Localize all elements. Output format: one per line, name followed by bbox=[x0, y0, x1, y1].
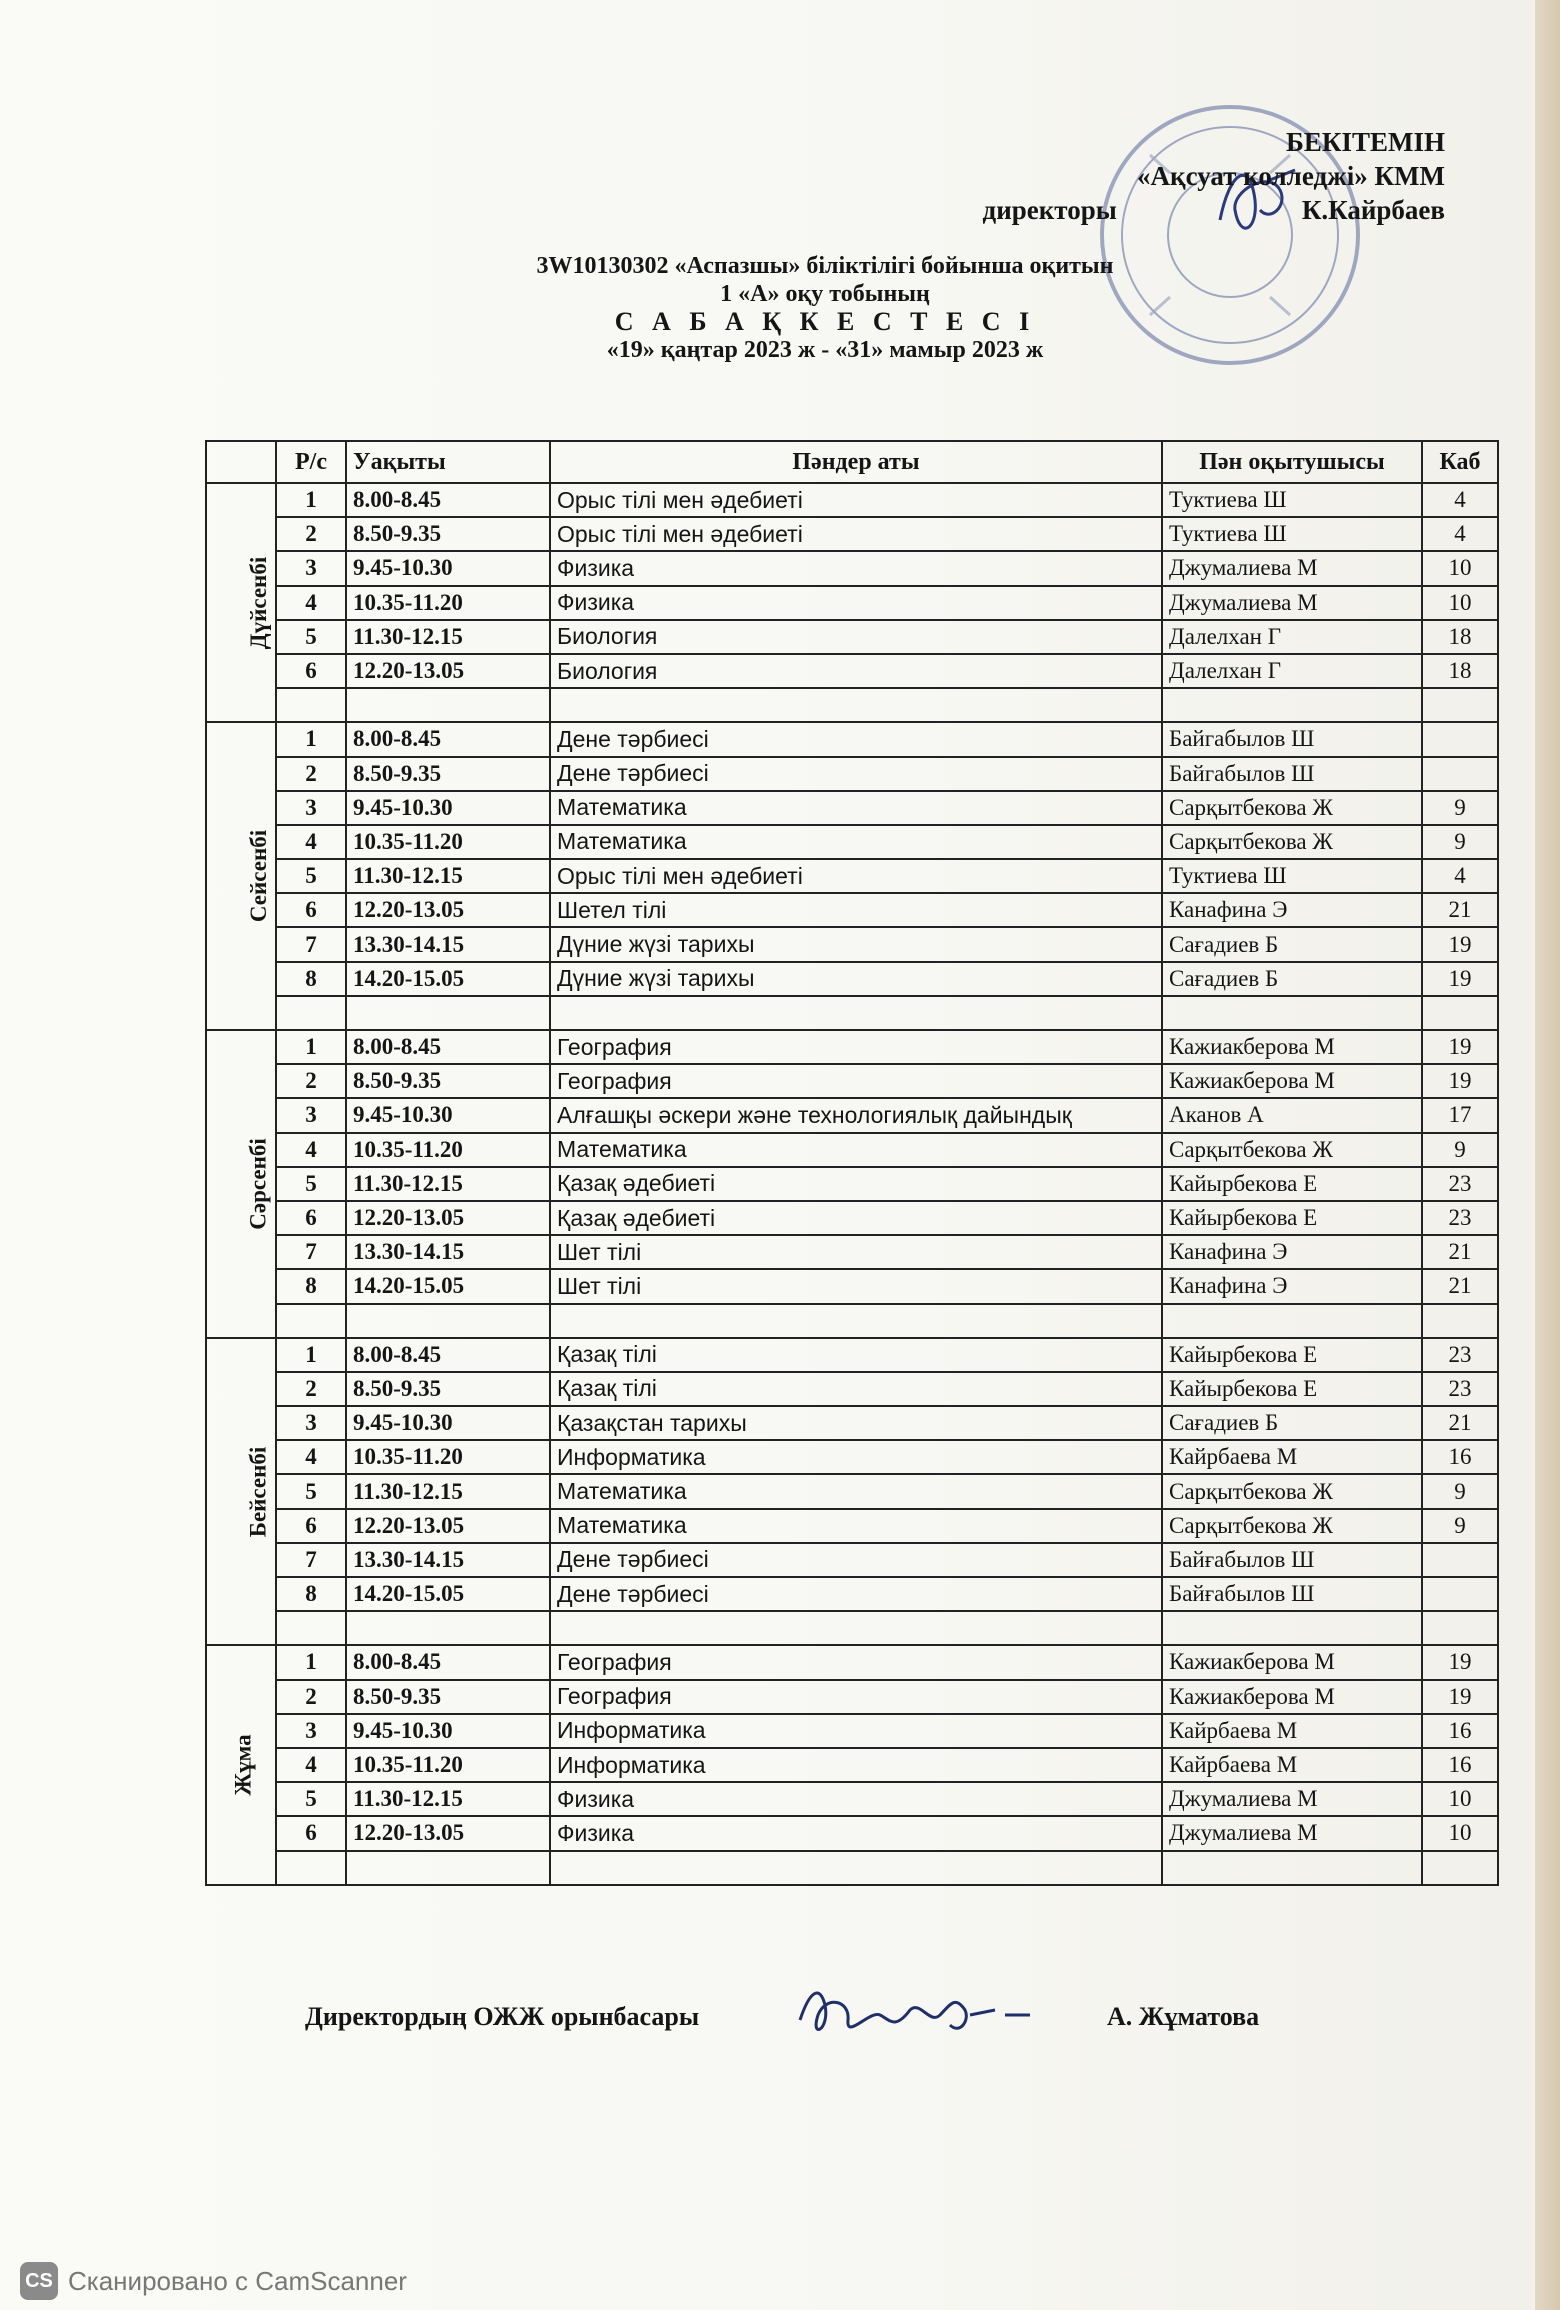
lesson-room: 23 bbox=[1422, 1338, 1498, 1372]
header-time: Уақыты bbox=[346, 441, 550, 483]
lesson-number: 6 bbox=[276, 1509, 346, 1543]
lesson-number: 8 bbox=[276, 1269, 346, 1303]
lesson-subject: Қазақстан тарихы bbox=[550, 1406, 1162, 1440]
lesson-teacher: Байғабылов Ш bbox=[1162, 1577, 1422, 1611]
table-row bbox=[206, 1509, 1498, 1543]
table-row bbox=[206, 1167, 1498, 1201]
table-row bbox=[206, 1680, 1498, 1714]
lesson-teacher: Сағадиев Б bbox=[1162, 1406, 1422, 1440]
blank-row bbox=[206, 1611, 1498, 1645]
lesson-time: 10.35-11.20 bbox=[346, 1133, 550, 1167]
lesson-teacher: Сағадиев Б bbox=[1162, 927, 1422, 961]
lesson-teacher: Сарқытбекова Ж bbox=[1162, 825, 1422, 859]
table-row bbox=[206, 1782, 1498, 1816]
lesson-time: 10.35-11.20 bbox=[346, 1440, 550, 1474]
table-row bbox=[206, 1816, 1498, 1850]
table-row bbox=[206, 586, 1498, 620]
lesson-room: 9 bbox=[1422, 791, 1498, 825]
lesson-subject: Қазақ әдебиеті bbox=[550, 1167, 1162, 1201]
empty-cell bbox=[550, 1611, 1162, 1645]
lesson-room: 19 bbox=[1422, 927, 1498, 961]
lesson-room: 21 bbox=[1422, 1406, 1498, 1440]
lesson-number: 6 bbox=[276, 654, 346, 688]
lesson-subject: Информатика bbox=[550, 1440, 1162, 1474]
lesson-time: 9.45-10.30 bbox=[346, 551, 550, 585]
lesson-time: 9.45-10.30 bbox=[346, 1714, 550, 1748]
lesson-number: 7 bbox=[276, 927, 346, 961]
lesson-teacher: Байгабылов Ш bbox=[1162, 722, 1422, 756]
lesson-subject: Биология bbox=[550, 620, 1162, 654]
lesson-subject: Дене тәрбиесі bbox=[550, 722, 1162, 756]
lesson-subject: Дүние жүзі тарихы bbox=[550, 962, 1162, 996]
lesson-time: 13.30-14.15 bbox=[346, 927, 550, 961]
lesson-number: 6 bbox=[276, 893, 346, 927]
header-room: Каб bbox=[1422, 441, 1498, 483]
lesson-subject: География bbox=[550, 1645, 1162, 1679]
lesson-number: 4 bbox=[276, 1133, 346, 1167]
lesson-time: 8.00-8.45 bbox=[346, 483, 550, 517]
lesson-subject: Шет тілі bbox=[550, 1269, 1162, 1303]
lesson-number: 1 bbox=[276, 1645, 346, 1679]
lesson-room: 10 bbox=[1422, 551, 1498, 585]
empty-cell bbox=[1162, 1304, 1422, 1338]
blank-row bbox=[206, 688, 1498, 722]
lesson-room: 4 bbox=[1422, 517, 1498, 551]
lesson-time: 11.30-12.15 bbox=[346, 1167, 550, 1201]
table-header-row bbox=[206, 441, 1498, 483]
lesson-teacher: Сарқытбекова Ж bbox=[1162, 1474, 1422, 1508]
table-row bbox=[206, 654, 1498, 688]
lesson-room: 17 bbox=[1422, 1098, 1498, 1132]
blank-row bbox=[206, 996, 1498, 1030]
lesson-time: 8.50-9.35 bbox=[346, 1064, 550, 1098]
table-row bbox=[206, 1030, 1498, 1064]
lesson-room: 9 bbox=[1422, 1509, 1498, 1543]
lesson-subject: Физика bbox=[550, 586, 1162, 620]
lesson-number: 3 bbox=[276, 1714, 346, 1748]
lesson-number: 3 bbox=[276, 1098, 346, 1132]
day-name: Жұма bbox=[230, 1734, 256, 1796]
lesson-teacher: Сарқытбекова Ж bbox=[1162, 1509, 1422, 1543]
lesson-time: 13.30-14.15 bbox=[346, 1543, 550, 1577]
lesson-time: 8.00-8.45 bbox=[346, 1645, 550, 1679]
lesson-number: 2 bbox=[276, 1680, 346, 1714]
lesson-time: 8.50-9.35 bbox=[346, 1680, 550, 1714]
lesson-room: 19 bbox=[1422, 1680, 1498, 1714]
day-name: Сейсенбі bbox=[246, 830, 272, 923]
blank-row bbox=[206, 1851, 1498, 1886]
lesson-number: 4 bbox=[276, 825, 346, 859]
lesson-room: 16 bbox=[1422, 1714, 1498, 1748]
table-row bbox=[206, 517, 1498, 551]
lesson-number: 5 bbox=[276, 1474, 346, 1508]
empty-cell bbox=[1422, 996, 1498, 1030]
blank-row bbox=[206, 1304, 1498, 1338]
lesson-subject: Дүние жүзі тарихы bbox=[550, 927, 1162, 961]
table-row bbox=[206, 1064, 1498, 1098]
lesson-subject: Физика bbox=[550, 1816, 1162, 1850]
lesson-time: 8.00-8.45 bbox=[346, 722, 550, 756]
lesson-teacher: Байгабылов Ш bbox=[1162, 757, 1422, 791]
empty-cell bbox=[1422, 1611, 1498, 1645]
lesson-teacher: Кажиакберова М bbox=[1162, 1645, 1422, 1679]
empty-cell bbox=[1162, 996, 1422, 1030]
lesson-teacher: Сағадиев Б bbox=[1162, 962, 1422, 996]
approval-org: «Ақсуат колледжі» КММ bbox=[1137, 161, 1445, 191]
header-num: Р/с bbox=[276, 441, 346, 483]
table-row bbox=[206, 962, 1498, 996]
lesson-time: 12.20-13.05 bbox=[346, 654, 550, 688]
lesson-room: 9 bbox=[1422, 1133, 1498, 1167]
lesson-teacher: Далелхан Г bbox=[1162, 620, 1422, 654]
lesson-time: 12.20-13.05 bbox=[346, 1509, 550, 1543]
lesson-room: 4 bbox=[1422, 483, 1498, 517]
lesson-time: 12.20-13.05 bbox=[346, 1201, 550, 1235]
lesson-time: 11.30-12.15 bbox=[346, 620, 550, 654]
table-row bbox=[206, 1543, 1498, 1577]
lesson-number: 3 bbox=[276, 791, 346, 825]
lesson-time: 12.20-13.05 bbox=[346, 1816, 550, 1850]
table-row bbox=[206, 1748, 1498, 1782]
lesson-subject: Алғашқы әскери және технологиялық дайындық bbox=[550, 1098, 1162, 1132]
empty-cell bbox=[550, 688, 1162, 722]
empty-cell bbox=[276, 996, 346, 1030]
lesson-room: 23 bbox=[1422, 1372, 1498, 1406]
lesson-number: 2 bbox=[276, 757, 346, 791]
empty-cell bbox=[346, 1304, 550, 1338]
footer-name: А. Жұматова bbox=[1107, 2002, 1260, 2031]
table-row bbox=[206, 927, 1498, 961]
empty-cell bbox=[550, 1304, 1162, 1338]
lesson-teacher: Сарқытбекова Ж bbox=[1162, 791, 1422, 825]
lesson-subject: Қазақ тілі bbox=[550, 1338, 1162, 1372]
table-row bbox=[206, 1269, 1498, 1303]
page-edge bbox=[1535, 0, 1560, 2310]
lesson-teacher: Джумалиева М bbox=[1162, 551, 1422, 585]
lesson-number: 2 bbox=[276, 517, 346, 551]
lesson-time: 11.30-12.15 bbox=[346, 859, 550, 893]
lesson-subject: Биология bbox=[550, 654, 1162, 688]
table-row bbox=[206, 791, 1498, 825]
lesson-room: 9 bbox=[1422, 825, 1498, 859]
table-row bbox=[206, 551, 1498, 585]
lesson-subject: Математика bbox=[550, 1474, 1162, 1508]
empty-cell bbox=[550, 1851, 1162, 1886]
table-row bbox=[206, 1133, 1498, 1167]
lesson-time: 12.20-13.05 bbox=[346, 893, 550, 927]
lesson-teacher: Байғабылов Ш bbox=[1162, 1543, 1422, 1577]
lesson-time: 10.35-11.20 bbox=[346, 825, 550, 859]
table-row bbox=[206, 757, 1498, 791]
day-name: Бейсенбі bbox=[245, 1446, 271, 1537]
lesson-number: 5 bbox=[276, 1167, 346, 1201]
empty-cell bbox=[276, 1851, 346, 1886]
lesson-time: 14.20-15.05 bbox=[346, 1577, 550, 1611]
lesson-room: 18 bbox=[1422, 620, 1498, 654]
lesson-subject: Информатика bbox=[550, 1748, 1162, 1782]
lesson-subject: Шетел тілі bbox=[550, 893, 1162, 927]
empty-cell bbox=[276, 688, 346, 722]
table-row bbox=[206, 1201, 1498, 1235]
lesson-room: 19 bbox=[1422, 1645, 1498, 1679]
lesson-room: 16 bbox=[1422, 1748, 1498, 1782]
title-period: «19» қаңтар 2023 ж - «31» мамыр 2023 ж bbox=[606, 337, 1044, 363]
table-row bbox=[206, 1098, 1498, 1132]
lesson-number: 1 bbox=[276, 1338, 346, 1372]
footer-position: Директордың ОЖЖ орынбасары bbox=[305, 2002, 700, 2031]
lesson-subject: Информатика bbox=[550, 1714, 1162, 1748]
lesson-room: 10 bbox=[1422, 1782, 1498, 1816]
lesson-subject: Математика bbox=[550, 791, 1162, 825]
lesson-number: 7 bbox=[276, 1543, 346, 1577]
lesson-teacher: Канафина Э bbox=[1162, 893, 1422, 927]
lesson-room bbox=[1422, 1577, 1498, 1611]
table-row bbox=[206, 1714, 1498, 1748]
table-row bbox=[206, 1338, 1498, 1372]
lesson-time: 8.00-8.45 bbox=[346, 1030, 550, 1064]
title-group: 1 «А» оқу тобының bbox=[720, 281, 930, 307]
lesson-number: 3 bbox=[276, 1406, 346, 1440]
lesson-room bbox=[1422, 722, 1498, 756]
lesson-teacher: Джумалиева М bbox=[1162, 1816, 1422, 1850]
lesson-subject: Математика bbox=[550, 825, 1162, 859]
table-row bbox=[206, 1474, 1498, 1508]
empty-cell bbox=[346, 996, 550, 1030]
lesson-subject: Математика bbox=[550, 1133, 1162, 1167]
lesson-number: 4 bbox=[276, 586, 346, 620]
lesson-time: 8.00-8.45 bbox=[346, 1338, 550, 1372]
header-subject: Пәндер аты bbox=[550, 441, 1162, 483]
lesson-number: 5 bbox=[276, 620, 346, 654]
lesson-teacher: Канафина Э bbox=[1162, 1235, 1422, 1269]
lesson-room: 9 bbox=[1422, 1474, 1498, 1508]
camscanner-watermark bbox=[20, 2262, 407, 2300]
lesson-number: 1 bbox=[276, 722, 346, 756]
lesson-teacher: Кайрбаева М bbox=[1162, 1748, 1422, 1782]
title-qualification: 3W10130302 «Аспазшы» біліктілігі бойынша оқитын bbox=[536, 253, 1114, 279]
lesson-teacher: Кажиакберова М bbox=[1162, 1064, 1422, 1098]
lesson-subject: Дене тәрбиесі bbox=[550, 757, 1162, 791]
lesson-room: 21 bbox=[1422, 1269, 1498, 1303]
table-row bbox=[206, 1372, 1498, 1406]
lesson-subject: Шет тілі bbox=[550, 1235, 1162, 1269]
lesson-teacher: Туктиева Ш bbox=[1162, 483, 1422, 517]
lesson-time: 9.45-10.30 bbox=[346, 1098, 550, 1132]
lesson-subject: География bbox=[550, 1064, 1162, 1098]
lesson-room: 10 bbox=[1422, 586, 1498, 620]
lesson-teacher: Далелхан Г bbox=[1162, 654, 1422, 688]
empty-cell bbox=[1162, 1851, 1422, 1886]
table-row bbox=[206, 1406, 1498, 1440]
lesson-room: 21 bbox=[1422, 1235, 1498, 1269]
lesson-teacher: Канафина Э bbox=[1162, 1269, 1422, 1303]
lesson-subject: Математика bbox=[550, 1509, 1162, 1543]
lesson-teacher: Джумалиева М bbox=[1162, 1782, 1422, 1816]
day-name: Дүйсенбі bbox=[246, 556, 272, 649]
day-cell bbox=[206, 1030, 276, 1338]
empty-cell bbox=[1422, 1304, 1498, 1338]
table-row bbox=[206, 893, 1498, 927]
lesson-teacher: Туктиева Ш bbox=[1162, 859, 1422, 893]
lesson-subject: Физика bbox=[550, 1782, 1162, 1816]
camscanner-text: Сканировано с CamScanner bbox=[68, 2265, 407, 2296]
lesson-time: 10.35-11.20 bbox=[346, 1748, 550, 1782]
approval-director-prefix: директоры bbox=[982, 195, 1117, 225]
lesson-number: 5 bbox=[276, 859, 346, 893]
lesson-subject: Қазақ тілі bbox=[550, 1372, 1162, 1406]
empty-cell bbox=[1162, 1611, 1422, 1645]
lesson-subject: Орыс тілі мен әдебиеті bbox=[550, 483, 1162, 517]
lesson-teacher: Кайрбаева М bbox=[1162, 1440, 1422, 1474]
lesson-time: 9.45-10.30 bbox=[346, 1406, 550, 1440]
lesson-time: 11.30-12.15 bbox=[346, 1782, 550, 1816]
lesson-teacher: Туктиева Ш bbox=[1162, 517, 1422, 551]
lesson-teacher: Кажиакберова М bbox=[1162, 1030, 1422, 1064]
lesson-teacher: Кажиакберова М bbox=[1162, 1680, 1422, 1714]
table-row bbox=[206, 1235, 1498, 1269]
table-row bbox=[206, 1440, 1498, 1474]
lesson-subject: Қазақ әдебиеті bbox=[550, 1201, 1162, 1235]
lesson-room bbox=[1422, 757, 1498, 791]
lesson-room: 16 bbox=[1422, 1440, 1498, 1474]
table-row bbox=[206, 722, 1498, 756]
day-name: Сәрсенбі bbox=[245, 1138, 271, 1230]
lesson-subject: География bbox=[550, 1680, 1162, 1714]
day-cell bbox=[206, 1338, 276, 1646]
lesson-subject: Орыс тілі мен әдебиеті bbox=[550, 517, 1162, 551]
approval-block bbox=[983, 125, 1445, 227]
lesson-teacher: Аканов А bbox=[1162, 1098, 1422, 1132]
lesson-teacher: Кайырбекова Е bbox=[1162, 1201, 1422, 1235]
day-cell bbox=[206, 1645, 276, 1885]
day-cell bbox=[206, 722, 276, 1030]
header-teacher: Пән оқытушысы bbox=[1162, 441, 1422, 483]
table-row bbox=[206, 859, 1498, 893]
lesson-teacher: Кайрбаева М bbox=[1162, 1714, 1422, 1748]
lesson-subject: Орыс тілі мен әдебиеті bbox=[550, 859, 1162, 893]
lesson-room bbox=[1422, 1543, 1498, 1577]
table-row bbox=[206, 825, 1498, 859]
camscanner-logo: CS bbox=[20, 2262, 58, 2300]
lesson-time: 10.35-11.20 bbox=[346, 586, 550, 620]
lesson-room: 21 bbox=[1422, 893, 1498, 927]
lesson-teacher: Кайырбекова Е bbox=[1162, 1338, 1422, 1372]
empty-cell bbox=[276, 1611, 346, 1645]
lesson-subject: Дене тәрбиесі bbox=[550, 1543, 1162, 1577]
table-row bbox=[206, 1645, 1498, 1679]
lesson-room: 23 bbox=[1422, 1167, 1498, 1201]
lesson-room: 18 bbox=[1422, 654, 1498, 688]
lesson-number: 2 bbox=[276, 1064, 346, 1098]
day-cell bbox=[206, 483, 276, 722]
lesson-time: 14.20-15.05 bbox=[346, 962, 550, 996]
lesson-teacher: Кайырбекова Е bbox=[1162, 1372, 1422, 1406]
table-row bbox=[206, 620, 1498, 654]
empty-cell bbox=[346, 688, 550, 722]
empty-cell bbox=[1422, 1851, 1498, 1886]
lesson-time: 8.50-9.35 bbox=[346, 1372, 550, 1406]
lesson-number: 6 bbox=[276, 1201, 346, 1235]
deputy-signature bbox=[790, 1970, 1060, 2060]
header-day bbox=[206, 441, 276, 483]
lesson-number: 3 bbox=[276, 551, 346, 585]
lesson-teacher: Сарқытбекова Ж bbox=[1162, 1133, 1422, 1167]
lesson-subject: Физика bbox=[550, 551, 1162, 585]
lesson-room: 4 bbox=[1422, 859, 1498, 893]
table-row bbox=[206, 483, 1498, 517]
lesson-time: 13.30-14.15 bbox=[346, 1235, 550, 1269]
lesson-number: 1 bbox=[276, 1030, 346, 1064]
lesson-teacher: Джумалиева М bbox=[1162, 586, 1422, 620]
lesson-subject: Дене тәрбиесі bbox=[550, 1577, 1162, 1611]
empty-cell bbox=[346, 1851, 550, 1886]
lesson-room: 19 bbox=[1422, 1030, 1498, 1064]
lesson-time: 11.30-12.15 bbox=[346, 1474, 550, 1508]
lesson-number: 8 bbox=[276, 1577, 346, 1611]
lesson-number: 1 bbox=[276, 483, 346, 517]
schedule-table bbox=[205, 440, 1499, 1886]
table-row bbox=[206, 1577, 1498, 1611]
lesson-number: 7 bbox=[276, 1235, 346, 1269]
lesson-number: 8 bbox=[276, 962, 346, 996]
empty-cell bbox=[346, 1611, 550, 1645]
lesson-room: 23 bbox=[1422, 1201, 1498, 1235]
lesson-time: 9.45-10.30 bbox=[346, 791, 550, 825]
approval-title: БЕКІТЕМІН bbox=[1286, 127, 1445, 157]
empty-cell bbox=[550, 996, 1162, 1030]
lesson-number: 5 bbox=[276, 1782, 346, 1816]
lesson-time: 8.50-9.35 bbox=[346, 757, 550, 791]
title-schedule: С А Б А Қ К Е С Т Е С І bbox=[614, 307, 1036, 336]
lesson-number: 4 bbox=[276, 1440, 346, 1474]
lesson-number: 2 bbox=[276, 1372, 346, 1406]
lesson-room: 19 bbox=[1422, 1064, 1498, 1098]
empty-cell bbox=[1162, 688, 1422, 722]
lesson-subject: География bbox=[550, 1030, 1162, 1064]
empty-cell bbox=[276, 1304, 346, 1338]
lesson-time: 8.50-9.35 bbox=[346, 517, 550, 551]
lesson-room: 10 bbox=[1422, 1816, 1498, 1850]
lesson-number: 6 bbox=[276, 1816, 346, 1850]
lesson-number: 4 bbox=[276, 1748, 346, 1782]
empty-cell bbox=[1422, 688, 1498, 722]
lesson-teacher: Кайырбекова Е bbox=[1162, 1167, 1422, 1201]
lesson-room: 19 bbox=[1422, 962, 1498, 996]
approval-director-name: К.Кайрбаев bbox=[1301, 195, 1445, 225]
document-title bbox=[190, 252, 1460, 364]
approval-director-line bbox=[983, 193, 1445, 227]
lesson-time: 14.20-15.05 bbox=[346, 1269, 550, 1303]
